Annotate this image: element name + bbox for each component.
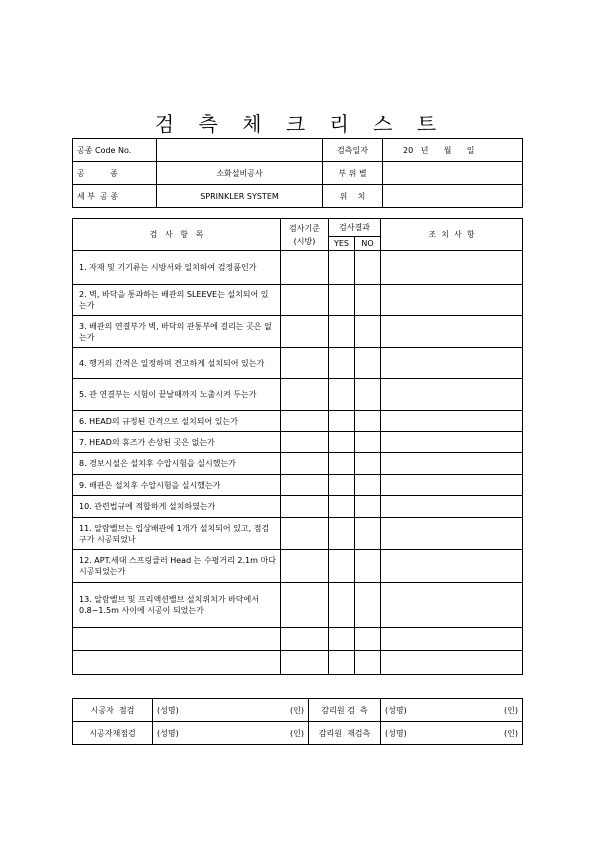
action-cell[interactable] [381,348,523,379]
header-result: 검사결과 [329,219,381,237]
table-row [73,550,523,583]
action-cell[interactable] [381,379,523,411]
header-items: 검 사 항 목 [73,219,281,251]
no-cell[interactable] [355,432,381,453]
checklist-table [72,218,523,675]
action-cell[interactable] [381,550,523,583]
table-row [73,411,523,432]
contractor-recheck-name[interactable]: (성명) [153,722,223,745]
action-cell[interactable] [381,475,523,496]
yes-cell[interactable] [329,496,355,518]
yes-cell[interactable] [329,411,355,432]
action-cell[interactable] [381,432,523,453]
action-cell[interactable] [381,453,523,475]
no-cell[interactable] [355,518,381,550]
table-row [73,496,523,518]
no-cell[interactable] [355,453,381,475]
no-cell[interactable] [355,285,381,316]
header-action: 조 치 사 항 [381,219,523,251]
table-row [73,348,523,379]
supervisor-reinspect-seal[interactable]: (인) [441,722,523,745]
supervisor-reinspect-label: 감리원 재검측 [309,722,381,745]
criteria-cell[interactable] [281,550,329,583]
no-cell[interactable] [355,651,381,675]
no-cell[interactable] [355,348,381,379]
yes-cell[interactable] [329,285,355,316]
check-item-4: 4. 행거의 간격은 일정하며 견고하게 설치되어 있는가 [73,348,281,379]
code-label: 공종 Code No. [73,139,157,162]
no-cell[interactable] [355,583,381,628]
contractor-check-seal[interactable]: (인) [223,699,309,722]
no-cell[interactable] [355,475,381,496]
check-item-9: 9. 배관은 설치후 수압시험을 실시했는가 [73,475,281,496]
check-item-empty[interactable] [73,628,281,651]
yes-cell[interactable] [329,518,355,550]
criteria-cell[interactable] [281,651,329,675]
checklist-header-row [73,219,523,237]
info-row-work-type [73,162,523,185]
header-criteria: 검사기준 (시방) [281,219,329,251]
info-table [72,138,523,208]
action-cell[interactable] [381,583,523,628]
inspection-date-label: 검측일자 [323,139,383,162]
table-row [73,628,523,651]
criteria-cell[interactable] [281,285,329,316]
check-item-10: 10. 관련법규에 적합하게 설치하였는가 [73,496,281,518]
criteria-cell[interactable] [281,453,329,475]
criteria-cell[interactable] [281,379,329,411]
location-value[interactable] [383,185,523,208]
criteria-cell[interactable] [281,518,329,550]
table-row [73,251,523,285]
part-value[interactable] [383,162,523,185]
no-cell[interactable] [355,251,381,285]
header-no: NO [355,237,381,251]
table-row [73,518,523,550]
yes-cell[interactable] [329,453,355,475]
yes-cell[interactable] [329,628,355,651]
table-row [73,432,523,453]
no-cell[interactable] [355,379,381,411]
criteria-cell[interactable] [281,348,329,379]
check-item-6: 6. HEAD의 규정된 간격으로 설치되어 있는가 [73,411,281,432]
check-item-8: 8. 경보시설은 설치후 수압시험을 실시했는가 [73,453,281,475]
signature-row-1 [73,699,523,722]
table-row [73,475,523,496]
location-label: 위 치 [323,185,383,208]
table-row [73,453,523,475]
contractor-check-label: 시공자 점검 [73,699,153,722]
supervisor-inspect-seal[interactable]: (인) [441,699,523,722]
work-type-label: 공 종 [73,162,157,185]
contractor-recheck-label: 시공자재점검 [73,722,153,745]
yes-cell[interactable] [329,475,355,496]
detail-work-label: 세 부 공 종 [73,185,157,208]
supervisor-inspect-name[interactable]: (성명) [381,699,441,722]
table-row [73,651,523,675]
yes-cell[interactable] [329,550,355,583]
check-item-empty[interactable] [73,651,281,675]
contractor-check-name[interactable]: (성명) [153,699,223,722]
table-row [73,316,523,348]
header-yes: YES [329,237,355,251]
signature-row-2 [73,722,523,745]
yes-cell[interactable] [329,348,355,379]
part-label: 부 위 별 [323,162,383,185]
action-cell[interactable] [381,628,523,651]
yes-cell[interactable] [329,316,355,348]
action-cell[interactable] [381,651,523,675]
criteria-cell[interactable] [281,411,329,432]
check-item-3: 3. 배관의 연결부가 벽, 바닥의 관통부에 걸리는 곳은 없는가 [73,316,281,348]
inspection-date-value[interactable]: 20 년 월 일 [383,139,523,162]
criteria-cell[interactable] [281,432,329,453]
no-cell[interactable] [355,496,381,518]
no-cell[interactable] [355,316,381,348]
code-value[interactable] [157,139,323,162]
criteria-cell[interactable] [281,475,329,496]
criteria-cell[interactable] [281,316,329,348]
no-cell[interactable] [355,550,381,583]
action-cell[interactable] [381,251,523,285]
supervisor-inspect-label: 감리원 검 측 [309,699,381,722]
yes-cell[interactable] [329,379,355,411]
info-row-code [73,139,523,162]
check-item-11: 11. 알람밸브는 입상배관에 1개가 설치되어 있고, 점검구가 시공되었나 [73,518,281,550]
detail-work-value[interactable]: SPRINKLER SYSTEM [157,185,323,208]
yes-cell[interactable] [329,583,355,628]
no-cell[interactable] [355,411,381,432]
action-cell[interactable] [381,411,523,432]
criteria-cell[interactable] [281,251,329,285]
action-cell[interactable] [381,518,523,550]
check-item-5: 5. 관 연결부는 시험이 끝날때까지 노출시켜 두는가 [73,379,281,411]
signature-table [72,698,523,745]
criteria-cell[interactable] [281,628,329,651]
check-item-13: 13. 알람밸브 및 프리액션밸브 설치위치가 바닥에서 0.8~1.5m 사이에 시공이 되었는가 [73,583,281,628]
yes-cell[interactable] [329,432,355,453]
work-type-value[interactable]: 소화설비공사 [157,162,323,185]
check-item-7: 7. HEAD의 휴즈가 손상된 곳은 없는가 [73,432,281,453]
check-item-1: 1. 자재 및 기기류는 시방서와 일치하여 검정품인가 [73,251,281,285]
action-cell[interactable] [381,285,523,316]
page-title: 검 측 체 크 리 스 트 [154,112,441,136]
check-item-2: 2. 벽, 바닥을 통과하는 배관의 SLEEVE는 설치되어 있는가 [73,285,281,316]
table-row [73,379,523,411]
check-item-12: 12. APT.세대 스프링클러 Head 는 수평거리 2.1m 마다 시공되었는가 [73,550,281,583]
action-cell[interactable] [381,316,523,348]
no-cell[interactable] [355,628,381,651]
yes-cell[interactable] [329,251,355,285]
action-cell[interactable] [381,496,523,518]
supervisor-reinspect-name[interactable]: (성명) [381,722,441,745]
info-row-detail [73,185,523,208]
criteria-cell[interactable] [281,496,329,518]
table-row [73,583,523,628]
yes-cell[interactable] [329,651,355,675]
criteria-cell[interactable] [281,583,329,628]
contractor-recheck-seal[interactable]: (인) [223,722,309,745]
table-row [73,285,523,316]
